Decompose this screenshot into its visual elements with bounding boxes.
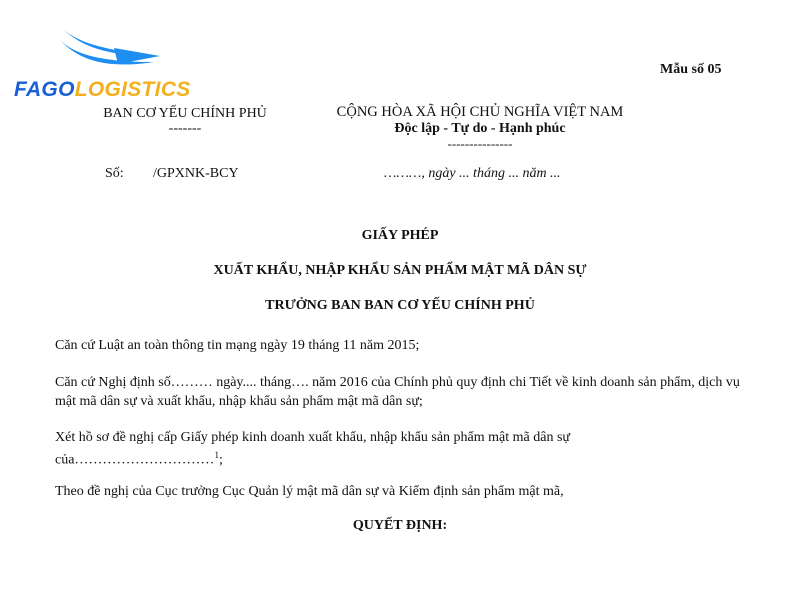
org-name: BAN CƠ YẾU CHÍNH PHỦ <box>103 106 267 121</box>
authority-title: TRƯỞNG BAN BAN CƠ YẾU CHÍNH PHỦ <box>265 298 535 313</box>
paragraph-dossier: Xét hồ sơ đề nghị cấp Giấy phép kinh doanh xuất khẩu, nhập khẩu sản phẩm mật mã dân sự <box>55 430 570 445</box>
paragraph-proposal: Theo đề nghị của Cục trưởng Cục Quản lý mật mã dân sự và Kiểm định sản phẩm mật mã, <box>55 484 564 499</box>
paragraph-decree: Căn cứ Nghị định số……… ngày.... tháng…. năm 2016 của Chính phủ quy định chi Tiết về kinh doanh sản phẩm, dịch vụ mật mã dân sự và xuất khẩu, nhập khẩu sản phẩm mật mã dân sự; <box>55 375 740 409</box>
logo-text <box>14 78 191 102</box>
decision-heading: QUYẾT ĐỊNH: <box>352 518 448 533</box>
logo-text-logistics: LOGISTICS <box>74 78 191 101</box>
national-rule: --------------- <box>447 136 513 151</box>
number-label: Số: <box>105 166 124 181</box>
number-code: /GPXNK-BCY <box>153 166 239 181</box>
date-line: ………, ngày ... tháng ... năm ... <box>384 166 561 181</box>
national-title: CỘNG HÒA XÃ HỘI CHỦ NGHĨA VIỆT NAM <box>336 104 624 120</box>
form-number: Mẫu số 05 <box>660 62 722 77</box>
logo-text-fago: FAGO <box>14 78 75 101</box>
doc-subtitle: XUẤT KHẨU, NHẬP KHẨU SẢN PHẨM MẬT MÃ DÂN SỰ <box>213 263 587 278</box>
applicant-blank: của………………………… <box>55 452 215 468</box>
paragraph-law: Căn cứ Luật an toàn thông tin mạng ngày 19 tháng 11 năm 2015; <box>55 338 420 353</box>
fago-logistics-logo <box>14 20 204 105</box>
org-rule: ------- <box>168 121 202 136</box>
national-motto: Độc lập - Tự do - Hạnh phúc <box>394 121 566 136</box>
airplane-swoosh-icon <box>54 20 164 80</box>
applicant-end: ; <box>218 452 223 468</box>
footnote-mark: 1 <box>214 450 219 460</box>
doc-title: GIẤY PHÉP <box>361 228 439 243</box>
paragraph-applicant <box>55 446 745 470</box>
